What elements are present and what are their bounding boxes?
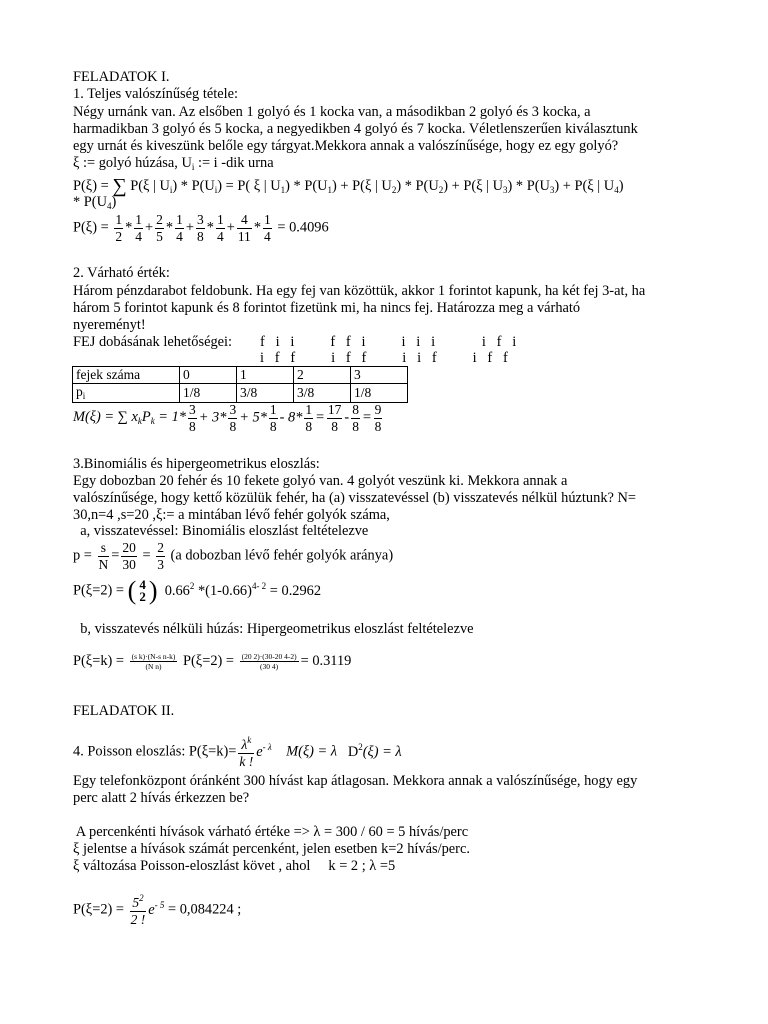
- formula-cont-end: ): [111, 194, 117, 210]
- task2-text-1: Három pénzdarabot feldobunk. Ha egy fej van közöttük, akkor 1 forintot kapunk, ha két fej 3-at, ha: [73, 283, 646, 299]
- def-text: ξ := golyó húzása, U: [73, 155, 192, 171]
- task4-line-1: A percenkénti hívások várható értéke => λ = 300 / 60 = 5 hívás/perc: [73, 824, 469, 840]
- table-row: [73, 384, 408, 403]
- task1-text-1: Négy urnánk van. Az elsőben 1 golyó és 1 kocka van, a másodikban 2 golyó és 3 kocka, a: [73, 104, 591, 120]
- task3-title: 3.Binomiális és hipergeometrikus eloszlás:: [73, 456, 320, 472]
- task1-text-3: egy urnát és kiveszünk belőle egy tárgyat.Mekkora annak a valószínűsége, hogy ez egy golyó?: [73, 138, 619, 154]
- table-cell: 1: [237, 367, 294, 384]
- poisson-formula: 4. Poisson eloszlás: P(ξ=k)= $\frac{\lambda^k}{k !}$ $e^{- \lambda}$ M(ξ) = λ $D^2(\xi) = \lambda$: [73, 735, 402, 769]
- task2-text-3: nyereményt!: [73, 317, 146, 333]
- heading-feladatok-1: FELADATOK I.: [73, 69, 170, 85]
- task3-b-title: b, visszatevés nélküli húzás: Hipergeometrikus eloszlást feltételezve: [73, 621, 474, 637]
- fej-row-1: f i i f f i i i i i f i: [260, 334, 517, 350]
- fej-row-2: i f f i f f i i f i f f: [260, 350, 508, 366]
- task3-a-title: a, visszatevéssel: Binomiális eloszlást feltételezve: [73, 523, 369, 539]
- task1-definition: [73, 155, 274, 173]
- fej-label: FEJ dobásának lehetőségei:: [73, 334, 233, 350]
- formula-cont-sub: 4: [106, 201, 112, 211]
- task1-formula-line1: [73, 174, 623, 198]
- task1-text-2: harmadikban 3 golyó és 5 kocka, a negyedikben 4 golyó és 7 kocka. Véletlenszerűen kiválasztunk: [73, 121, 638, 137]
- task2-title: 2. Várható érték:: [73, 265, 170, 281]
- table-cell: 3/8: [294, 384, 351, 403]
- p-ratio-formula: p = $\frac{s}{N}$ = $\frac{20}{30}$ = $\frac{2}{3}$ (a dobozban lévő fehér golyók aránya): [73, 540, 394, 572]
- task4-text-1: Egy telefonközpont óránként 300 hívást kap átlagosan. Mekkora annak a valószínűsége, hogy egy: [73, 773, 638, 789]
- hypergeometric-formula: P(ξ=k) = $\frac{\text{(s k)·(N-s n-k)}}{\text{(N n)}}$ P(ξ=2) = $\frac{(20 2)\cdot(30-20 4-2)}{(30 4)}$ = 0.3119: [73, 652, 352, 671]
- task1-title: 1. Teljes valószínűség tétele:: [73, 86, 238, 102]
- formula-sum-term: P(ξ | $U_i) * P(U_i) = P$( ξ | $U_1) * P(U_1) + P(\xi$ | $U_2) * P(U_2) + P(\xi$ | $U_3) * P(U_3) + P(\xi$ | $U_4$): [126, 178, 624, 195]
- task4-line-3: ξ változása Poisson-eloszlást követ , ahol k = 2 ; λ =5: [73, 858, 396, 874]
- table-row: [73, 367, 408, 384]
- task2-text-2: három 5 forintot kapunk és 8 forintot fizetünk mi, ha nincs fej. Határozza meg a várható: [73, 300, 581, 316]
- probability-table: [72, 366, 408, 403]
- def-sub: i: [191, 162, 195, 172]
- task4-text-2: perc alatt 2 hívás érkezzen be?: [73, 790, 250, 806]
- def-rest: := i -dik urna: [197, 155, 274, 171]
- table-cell: 0: [180, 367, 237, 384]
- task1-result: = 0.4096: [277, 219, 329, 236]
- table-cell: 1/8: [351, 384, 408, 403]
- binomial-formula: P(ξ=2) = ( 4 2 ) 0.66$^2$ $*(1-0.66)^{4- 2} = 0.2962$: [73, 576, 322, 605]
- task3-text-1: Egy dobozban 20 fehér és 10 fekete golyó van. 4 golyót veszünk ki. Mekkora annak a: [73, 473, 568, 489]
- table-cell: fejek száma: [73, 367, 180, 384]
- task3-text-3: 30,n=4 ,s=20 ,ξ:= a mintában lévő fehér golyók száma,: [73, 507, 390, 523]
- final-formula: P(ξ=2) = $\frac{5^2}{2 !}$ $e^{- 5} = 0,084224$ ;: [73, 893, 242, 927]
- heading-feladatok-2: FELADATOK II.: [73, 703, 175, 719]
- task4-line-2: ξ jelentse a hívások számát percenként, jelen esetben k=2 hívás/perc.: [73, 841, 470, 857]
- table-cell: 1/8: [180, 384, 237, 403]
- task1-formula-line2: [73, 194, 116, 212]
- task3-text-2: valószínűsége, hogy kettő közülük fehér, ha (a) visszatevéssel (b) visszatevés nélkül húztunk? N=: [73, 490, 637, 506]
- formula-cont: * P(U: [73, 194, 107, 210]
- table-cell: 2: [294, 367, 351, 384]
- task1-result-formula: P(ξ) = $\frac{1}{2}$ * $\frac{1}{4}$ + $\frac{2}{5}$ * $\frac{1}{4}$ + $\frac{3}{8}$ * $\frac{1}{4}$ + $\frac{4}{11}$ * $\frac{1}{4}$ = 0.4096: [73, 212, 329, 244]
- sigma-symbol: ∑: [112, 175, 127, 197]
- table-cell: 3: [351, 367, 408, 384]
- formula-start: P(ξ) =: [73, 178, 113, 194]
- expected-value-formula: M(ξ) = ∑ $x_kP_k = 1*$ $\frac{3}{8}$ + 3* $\frac{3}{8}$ + 5* $\frac{1}{8}$ - 8* $\frac{1}{8}$ = $\frac{17}{8}$ - $\frac{8}{8}$ = $\frac{9}{8}$: [73, 402, 382, 434]
- table-cell: $p_i$: [73, 384, 180, 403]
- table-cell: 3/8: [237, 384, 294, 403]
